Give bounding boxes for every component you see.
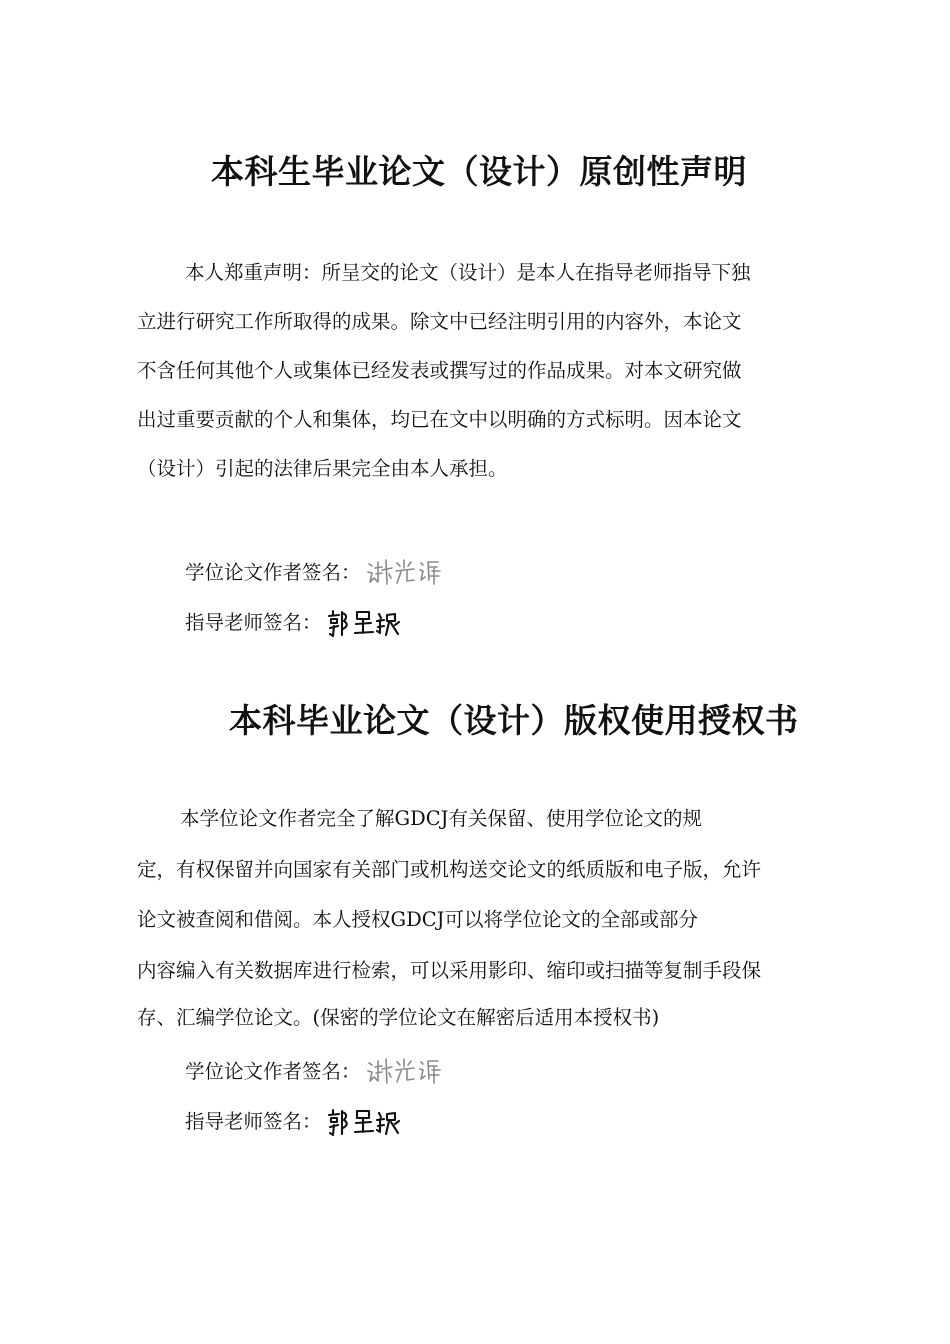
paragraph-line: 论文被查阅和借阅。本人授权GDCJ可以将学位论文的全部或部分 [137,908,698,931]
author-signature-label: 学位论文作者签名： [185,1060,361,1083]
author-signature-row [185,1055,462,1089]
declaration-title: 本科生毕业论文（设计）原创性声明 [211,152,747,191]
copyright-title: 本科毕业论文（设计）版权使用授权书 [229,701,799,740]
paragraph-line: 内容编入有关数据库进行检索，可以采用影印、缩印或扫描等复制手段保 [137,959,762,982]
advisor-signature-label: 指导老师签名： [185,611,322,634]
paragraph-line: （设计）引起的法律后果完全由本人承担。 [137,457,508,480]
paragraph-line: 立进行研究工作所取得的成果。除文中已经注明引用的内容外，本论文 [137,310,742,333]
advisor-signature-label: 指导老师签名： [185,1110,322,1133]
paragraph-line: 不含任何其他个人或集体已经发表或撰写过的作品成果。对本文研究做 [137,359,742,382]
paragraph-line: 定，有权保留并向国家有关部门或机构送交论文的纸质版和电子版，允许 [137,858,762,881]
author-signature-image [366,1055,462,1089]
author-signature-label: 学位论文作者签名： [185,561,361,584]
advisor-signature-image [327,606,423,640]
advisor-signature-row [185,606,423,640]
paragraph-line: 本人郑重声明：所呈交的论文（设计）是本人在指导老师指导下独 [185,261,751,284]
paragraph-line: 出过重要贡献的个人和集体，均已在文中以明确的方式标明。因本论文 [137,408,742,431]
author-signature-image [366,556,462,590]
advisor-signature-image [327,1105,423,1139]
advisor-signature-row [185,1105,423,1139]
paragraph-line: 本学位论文作者完全了解GDCJ有关保留、使用学位论文的规 [180,807,702,830]
author-signature-row [185,556,462,590]
paragraph-line: 存、汇编学位论文。(保密的学位论文在解密后适用本授权书) [137,1006,660,1029]
